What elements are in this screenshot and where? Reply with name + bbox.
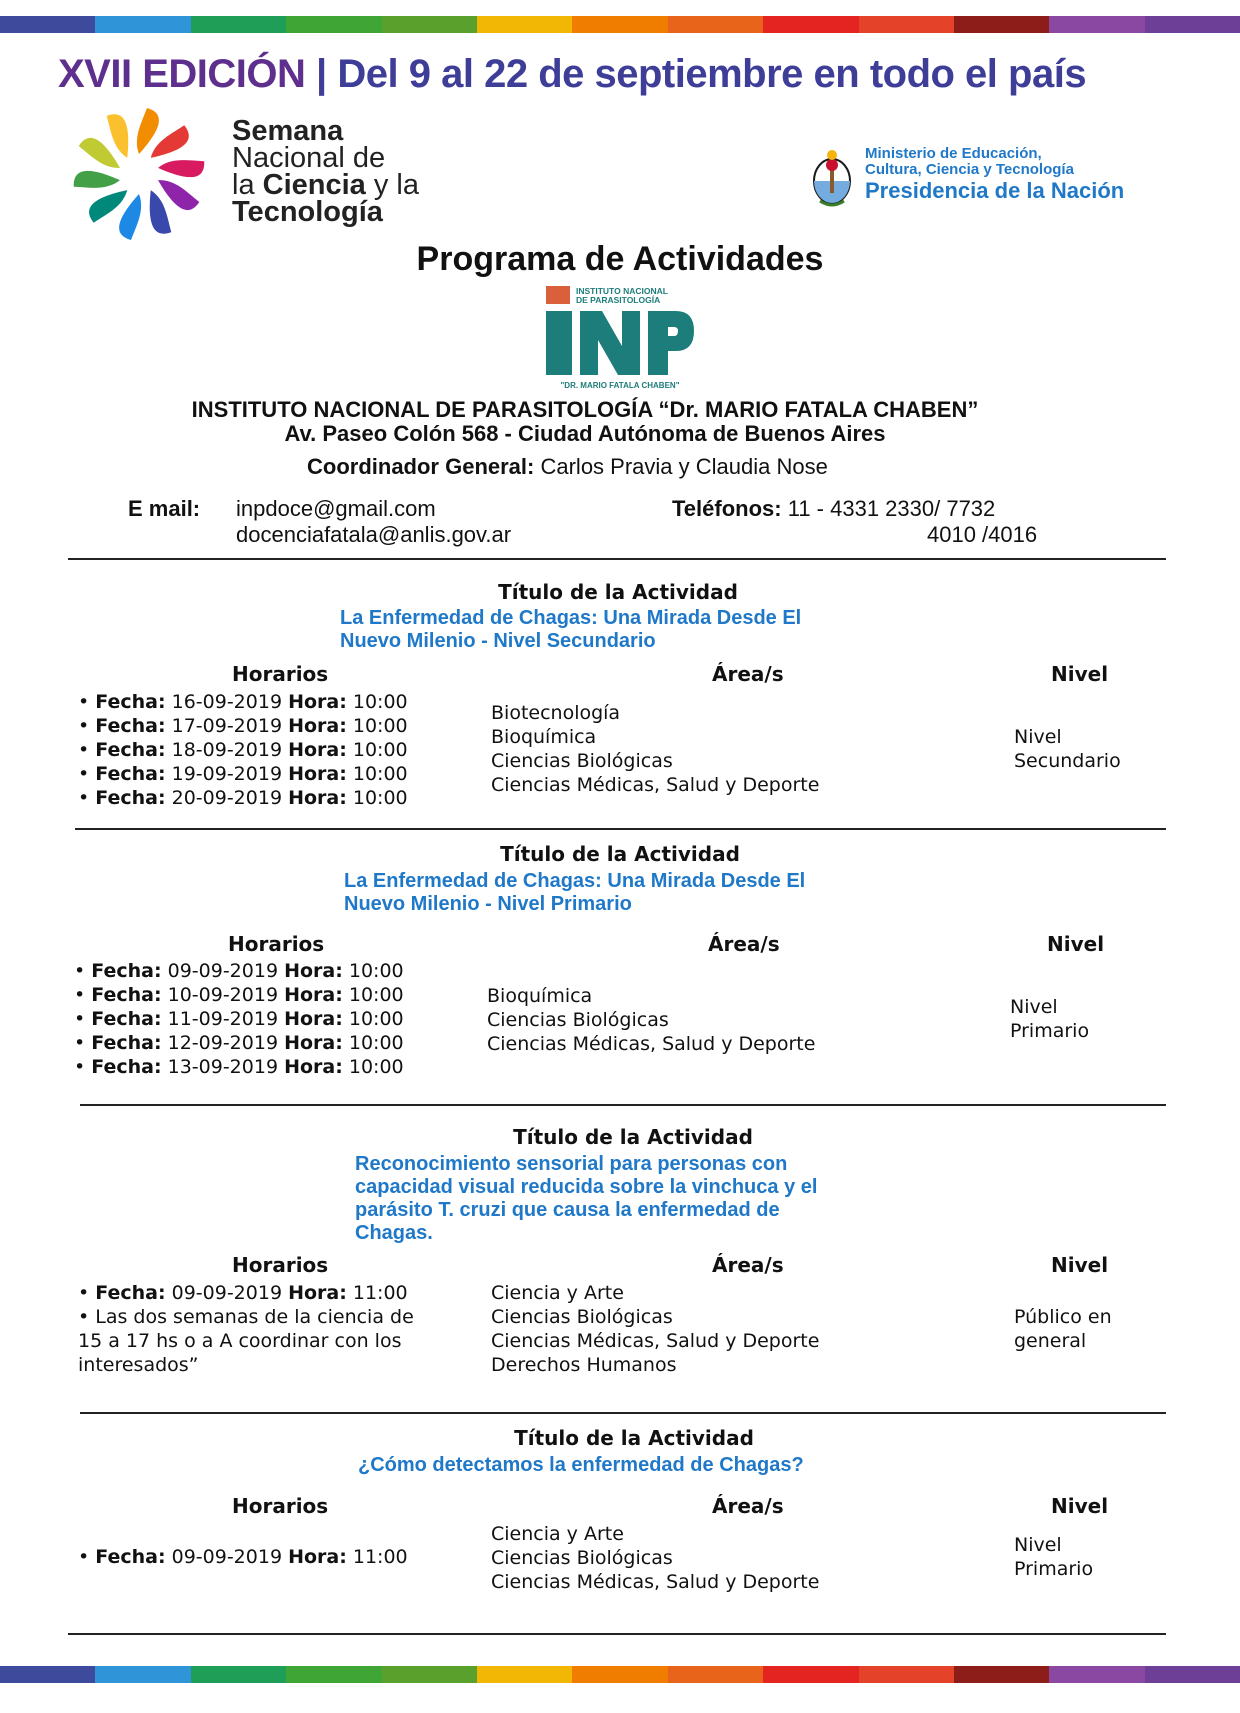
- stripe-segment: [763, 1666, 858, 1683]
- hora-label: Hora:: [288, 715, 347, 737]
- stripe-segment: [1049, 1666, 1144, 1683]
- coordinator-label: Coordinador General:: [307, 454, 535, 479]
- schedule-item: • Fecha: 16-09-2019 Hora: 10:00: [78, 691, 408, 713]
- logo-petal: [119, 194, 141, 240]
- area-item: Derechos Humanos: [491, 1354, 677, 1376]
- activity-4-areas-head: Área/s: [712, 1494, 784, 1518]
- dates-prefix: Del: [337, 52, 399, 96]
- activity-1-areas: [491, 701, 819, 797]
- hora-label: Hora:: [288, 787, 347, 809]
- stripe-segment: [382, 1666, 477, 1683]
- edition-label: XVII EDICIÓN: [58, 52, 306, 96]
- phone-2: 4010 /4016: [927, 522, 1038, 547]
- divider-2: [75, 828, 1166, 830]
- divider-5: [68, 1633, 1166, 1635]
- area-item: Ciencia y Arte: [491, 1523, 624, 1545]
- activity-3-schedules-head: Horarios: [232, 1253, 329, 1277]
- coordinator-value: Carlos Pravia y Claudia Nose: [540, 454, 828, 479]
- event-logo-line4: Tecnología: [232, 196, 383, 228]
- stripe-segment: [763, 16, 858, 33]
- hora-label: Hora:: [284, 984, 343, 1006]
- hora-label: Hora:: [288, 739, 347, 761]
- stripe-segment: [1145, 1666, 1240, 1683]
- area-item: Ciencias Biológicas: [491, 1306, 673, 1328]
- activity-2-areas-head: Área/s: [708, 932, 780, 956]
- coordinator: [307, 454, 828, 480]
- ministry-line1: Ministerio de Educación,: [865, 145, 1042, 162]
- schedule-time: 10:00: [348, 1008, 404, 1030]
- activity-4-title: [358, 1454, 804, 1477]
- stripe-segment: [1049, 16, 1144, 33]
- dates-suffix: de septiembre en todo el país: [538, 52, 1087, 96]
- schedule-item: • Fecha: 09-09-2019 Hora: 11:00: [78, 1546, 408, 1568]
- inp-logo-bottom-text: "DR. MARIO FATALA CHABEN": [560, 381, 680, 390]
- divider-4: [80, 1412, 1166, 1414]
- activity-3-areas: [491, 1281, 819, 1377]
- activity-3-title-line3: parásito T. cruzi que causa la enfermedad de: [355, 1199, 780, 1221]
- stripe-segment: [95, 16, 190, 33]
- activity-2-level-head: Nivel: [1047, 932, 1105, 956]
- schedule-date: 11-09-2019: [167, 1008, 279, 1030]
- fecha-label: Fecha:: [95, 691, 166, 713]
- stripe-segment: [668, 16, 763, 33]
- stripe-segment: [1145, 16, 1240, 33]
- activity-2-level: [1010, 995, 1089, 1043]
- activity-3-schedule-list: [78, 1281, 414, 1377]
- fecha-label: Fecha:: [91, 1008, 162, 1030]
- schedule-time: 10:00: [352, 715, 408, 737]
- stripe-segment: [286, 1666, 381, 1683]
- hora-label: Hora:: [284, 1056, 343, 1078]
- event-logo-line2b: de: [352, 142, 386, 174]
- schedule-time: 10:00: [348, 1032, 404, 1054]
- area-item: Ciencias Médicas, Salud y Deporte: [491, 1571, 820, 1593]
- schedule-date: 09-09-2019: [171, 1282, 283, 1304]
- activity-1-label: Título de la Actividad: [498, 580, 738, 604]
- stripe-segment: [572, 16, 667, 33]
- schedule-time: 10:00: [348, 984, 404, 1006]
- activity-3-label: Título de la Actividad: [513, 1125, 753, 1149]
- edition-header: [58, 52, 1086, 97]
- area-item: Ciencias Médicas, Salud y Deporte: [487, 1033, 816, 1055]
- stripe-segment: [477, 16, 572, 33]
- activity-3-title-line1: Reconocimiento sensorial para personas con: [355, 1153, 788, 1175]
- activity-1-level-head: Nivel: [1051, 662, 1109, 686]
- event-logo-line3c: y la: [373, 169, 420, 201]
- phone-block: [672, 496, 1037, 548]
- stripe-segment: [859, 16, 954, 33]
- activity-4-label: Título de la Actividad: [514, 1426, 754, 1450]
- stripe-segment: [0, 1666, 95, 1683]
- logo-petal: [137, 108, 159, 154]
- level-line1: Nivel: [1014, 726, 1062, 748]
- day-end: 22: [484, 52, 528, 96]
- divider-1: [68, 558, 1166, 560]
- stripe-segment: [477, 1666, 572, 1683]
- area-item: Biotecnología: [491, 702, 621, 724]
- schedule-date: 10-09-2019: [167, 984, 279, 1006]
- stripe-segment: [859, 1666, 954, 1683]
- activity-4-schedule-list: [78, 1545, 408, 1569]
- activity-4-schedules-head: Horarios: [232, 1494, 329, 1518]
- sncyt-star-logo-icon: [54, 104, 224, 244]
- activity-4-title-line1: ¿Cómo detectamos la enfermedad de Chagas?: [358, 1454, 804, 1476]
- activity-4-areas: [491, 1522, 819, 1594]
- event-logo-text: [232, 115, 420, 228]
- schedule-item: • Fecha: 13-09-2019 Hora: 10:00: [74, 1056, 404, 1078]
- schedule-note-line1: • Las dos semanas de la ciencia de: [78, 1306, 414, 1328]
- schedule-date: 09-09-2019: [171, 1546, 283, 1568]
- schedule-time: 11:00: [352, 1282, 408, 1304]
- area-item: Ciencias Biológicas: [487, 1009, 669, 1031]
- stripe-segment: [191, 1666, 286, 1683]
- schedule-item: • Fecha: 19-09-2019 Hora: 10:00: [78, 763, 408, 785]
- fecha-label: Fecha:: [91, 984, 162, 1006]
- program-title: Programa de Actividades: [416, 240, 824, 278]
- schedule-date: 20-09-2019: [171, 787, 283, 809]
- fecha-label: Fecha:: [91, 1056, 162, 1078]
- level-line2: Primario: [1010, 1020, 1090, 1042]
- argentina-coat-of-arms-icon: [810, 149, 854, 207]
- event-logo-line3a: la: [232, 169, 255, 201]
- ministry-line3: Presidencia de la Nación: [865, 178, 1125, 203]
- ministry-text: [865, 146, 1124, 204]
- event-logo-line2a: Nacional: [232, 142, 345, 174]
- email-list: [236, 496, 511, 548]
- top-color-stripe: [0, 16, 1240, 33]
- fecha-label: Fecha:: [91, 960, 162, 982]
- fecha-label: Fecha:: [95, 1546, 166, 1568]
- level-line2: general: [1014, 1330, 1087, 1352]
- fecha-label: Fecha:: [95, 787, 166, 809]
- area-item: Bioquímica: [491, 726, 597, 748]
- activity-2-title-line1: La Enfermedad de Chagas: Una Mirada Desde El: [344, 870, 806, 892]
- divider-3: [80, 1104, 1166, 1106]
- schedule-item: • Fecha: 20-09-2019 Hora: 10:00: [78, 787, 408, 809]
- stripe-segment: [954, 16, 1049, 33]
- activity-3-level-head: Nivel: [1051, 1253, 1109, 1277]
- schedule-time: 10:00: [352, 763, 408, 785]
- schedule-item: • Fecha: 11-09-2019 Hora: 10:00: [74, 1008, 404, 1030]
- schedule-date: 16-09-2019: [171, 691, 283, 713]
- activity-1-title-line1: La Enfermedad de Chagas: Una Mirada Desde El: [340, 607, 802, 629]
- hora-label: Hora:: [288, 763, 347, 785]
- schedule-item: • Fecha: 09-09-2019 Hora: 11:00: [78, 1282, 408, 1304]
- activity-1-schedule-list: [78, 690, 408, 810]
- activity-3-title-line4: Chagas.: [355, 1222, 433, 1244]
- email-label-wrap: [128, 496, 200, 522]
- fecha-label: Fecha:: [95, 715, 166, 737]
- inp-logo-top-text1: INSTITUTO NACIONAL: [576, 286, 668, 296]
- area-item: Bioquímica: [487, 985, 593, 1007]
- stripe-segment: [382, 16, 477, 33]
- stripe-segment: [954, 1666, 1049, 1683]
- day-start: 9: [408, 52, 431, 96]
- activity-3-title-line2: capacidad visual reducida sobre la vinchuca y el: [355, 1176, 818, 1198]
- level-line1: Público en: [1014, 1306, 1112, 1328]
- schedule-date: 17-09-2019: [171, 715, 283, 737]
- ministry-line2: Cultura, Ciencia y Tecnología: [865, 161, 1074, 178]
- phone-1: 11 - 4331 2330/ 7732: [787, 496, 996, 521]
- hora-label: Hora:: [284, 960, 343, 982]
- level-line1: Nivel: [1014, 1534, 1062, 1556]
- fecha-label: Fecha:: [95, 1282, 166, 1304]
- area-item: Ciencias Biológicas: [491, 750, 673, 772]
- area-item: Ciencia y Arte: [491, 1282, 624, 1304]
- stripe-segment: [286, 16, 381, 33]
- inp-institute-logo: [544, 284, 696, 392]
- schedule-time: 10:00: [348, 1056, 404, 1078]
- level-line2: Primario: [1014, 1558, 1094, 1580]
- schedule-time: 10:00: [352, 739, 408, 761]
- schedule-date: 18-09-2019: [171, 739, 283, 761]
- hora-label: Hora:: [288, 1282, 347, 1304]
- schedule-note-text: Las dos semanas de la ciencia de: [95, 1306, 414, 1328]
- stripe-segment: [0, 16, 95, 33]
- edition-separator: |: [316, 52, 327, 96]
- level-line2: Secundario: [1014, 750, 1121, 772]
- hora-label: Hora:: [284, 1008, 343, 1030]
- schedule-item: • Fecha: 18-09-2019 Hora: 10:00: [78, 739, 408, 761]
- institute-address: Av. Paseo Colón 568 - Ciudad Autónoma de Buenos Aires: [284, 421, 886, 446]
- schedule-date: 19-09-2019: [171, 763, 283, 785]
- inp-logo-top-text2: DE PARASITOLOGÍA: [576, 295, 661, 305]
- activity-2-title-line2: Nuevo Milenio - Nivel Primario: [344, 893, 632, 915]
- activity-1-areas-head: Área/s: [712, 662, 784, 686]
- area-item: Ciencias Médicas, Salud y Deporte: [491, 1330, 820, 1352]
- institute-name: INSTITUTO NACIONAL DE PARASITOLOGÍA “Dr. MARIO FATALA CHABEN”: [191, 397, 979, 422]
- schedule-date: 12-09-2019: [167, 1032, 279, 1054]
- schedule-note-line3: interesados”: [78, 1354, 199, 1376]
- schedule-item: • Fecha: 17-09-2019 Hora: 10:00: [78, 715, 408, 737]
- activity-1-schedules-head: Horarios: [232, 662, 329, 686]
- hora-label: Hora:: [284, 1032, 343, 1054]
- event-logo-line1: Semana: [232, 115, 344, 147]
- fecha-label: Fecha:: [95, 763, 166, 785]
- schedule-item: • Fecha: 12-09-2019 Hora: 10:00: [74, 1032, 404, 1054]
- hora-label: Hora:: [288, 1546, 347, 1568]
- schedule-item: • Fecha: 09-09-2019 Hora: 10:00: [74, 960, 404, 982]
- activity-3-level: [1014, 1305, 1112, 1353]
- activity-2-label: Título de la Actividad: [500, 842, 740, 866]
- hora-label: Hora:: [288, 691, 347, 713]
- activity-1-level: [1014, 725, 1121, 773]
- activity-4-level-head: Nivel: [1051, 1494, 1109, 1518]
- stripe-segment: [191, 16, 286, 33]
- activity-1-title-line2: Nuevo Milenio - Nivel Secundario: [340, 630, 656, 652]
- dates-mid: al: [441, 52, 474, 96]
- event-logo-line3b: Ciencia: [262, 169, 366, 201]
- activity-4-level: [1014, 1533, 1093, 1581]
- area-item: Ciencias Médicas, Salud y Deporte: [491, 774, 820, 796]
- stripe-segment: [572, 1666, 667, 1683]
- schedule-time: 10:00: [352, 691, 408, 713]
- schedule-item: • Fecha: 10-09-2019 Hora: 10:00: [74, 984, 404, 1006]
- schedule-note-line2: 15 a 17 hs o a A coordinar con los: [78, 1330, 402, 1352]
- area-item: Ciencias Biológicas: [491, 1547, 673, 1569]
- activity-2-areas: [487, 984, 815, 1056]
- activity-2-title: [344, 870, 805, 916]
- email-1[interactable]: inpdoce@gmail.com: [236, 496, 436, 521]
- activity-3-areas-head: Área/s: [712, 1253, 784, 1277]
- schedule-date: 09-09-2019: [167, 960, 279, 982]
- stripe-segment: [95, 1666, 190, 1683]
- fecha-label: Fecha:: [91, 1032, 162, 1054]
- activity-1-title: [340, 607, 801, 653]
- phone-label: Teléfonos:: [672, 496, 782, 521]
- fecha-label: Fecha:: [95, 739, 166, 761]
- activity-3-title: [355, 1153, 817, 1245]
- activity-2-schedule-list: [74, 959, 404, 1079]
- schedule-date: 13-09-2019: [167, 1056, 279, 1078]
- schedule-time: 10:00: [348, 960, 404, 982]
- stripe-segment: [668, 1666, 763, 1683]
- activity-2-schedules-head: Horarios: [228, 932, 325, 956]
- email-label: E mail:: [128, 496, 201, 521]
- bottom-color-stripe: [0, 1666, 1240, 1683]
- email-2[interactable]: docenciafatala@anlis.gov.ar: [236, 522, 512, 547]
- schedule-time: 11:00: [352, 1546, 408, 1568]
- schedule-time: 10:00: [352, 787, 408, 809]
- level-line1: Nivel: [1010, 996, 1058, 1018]
